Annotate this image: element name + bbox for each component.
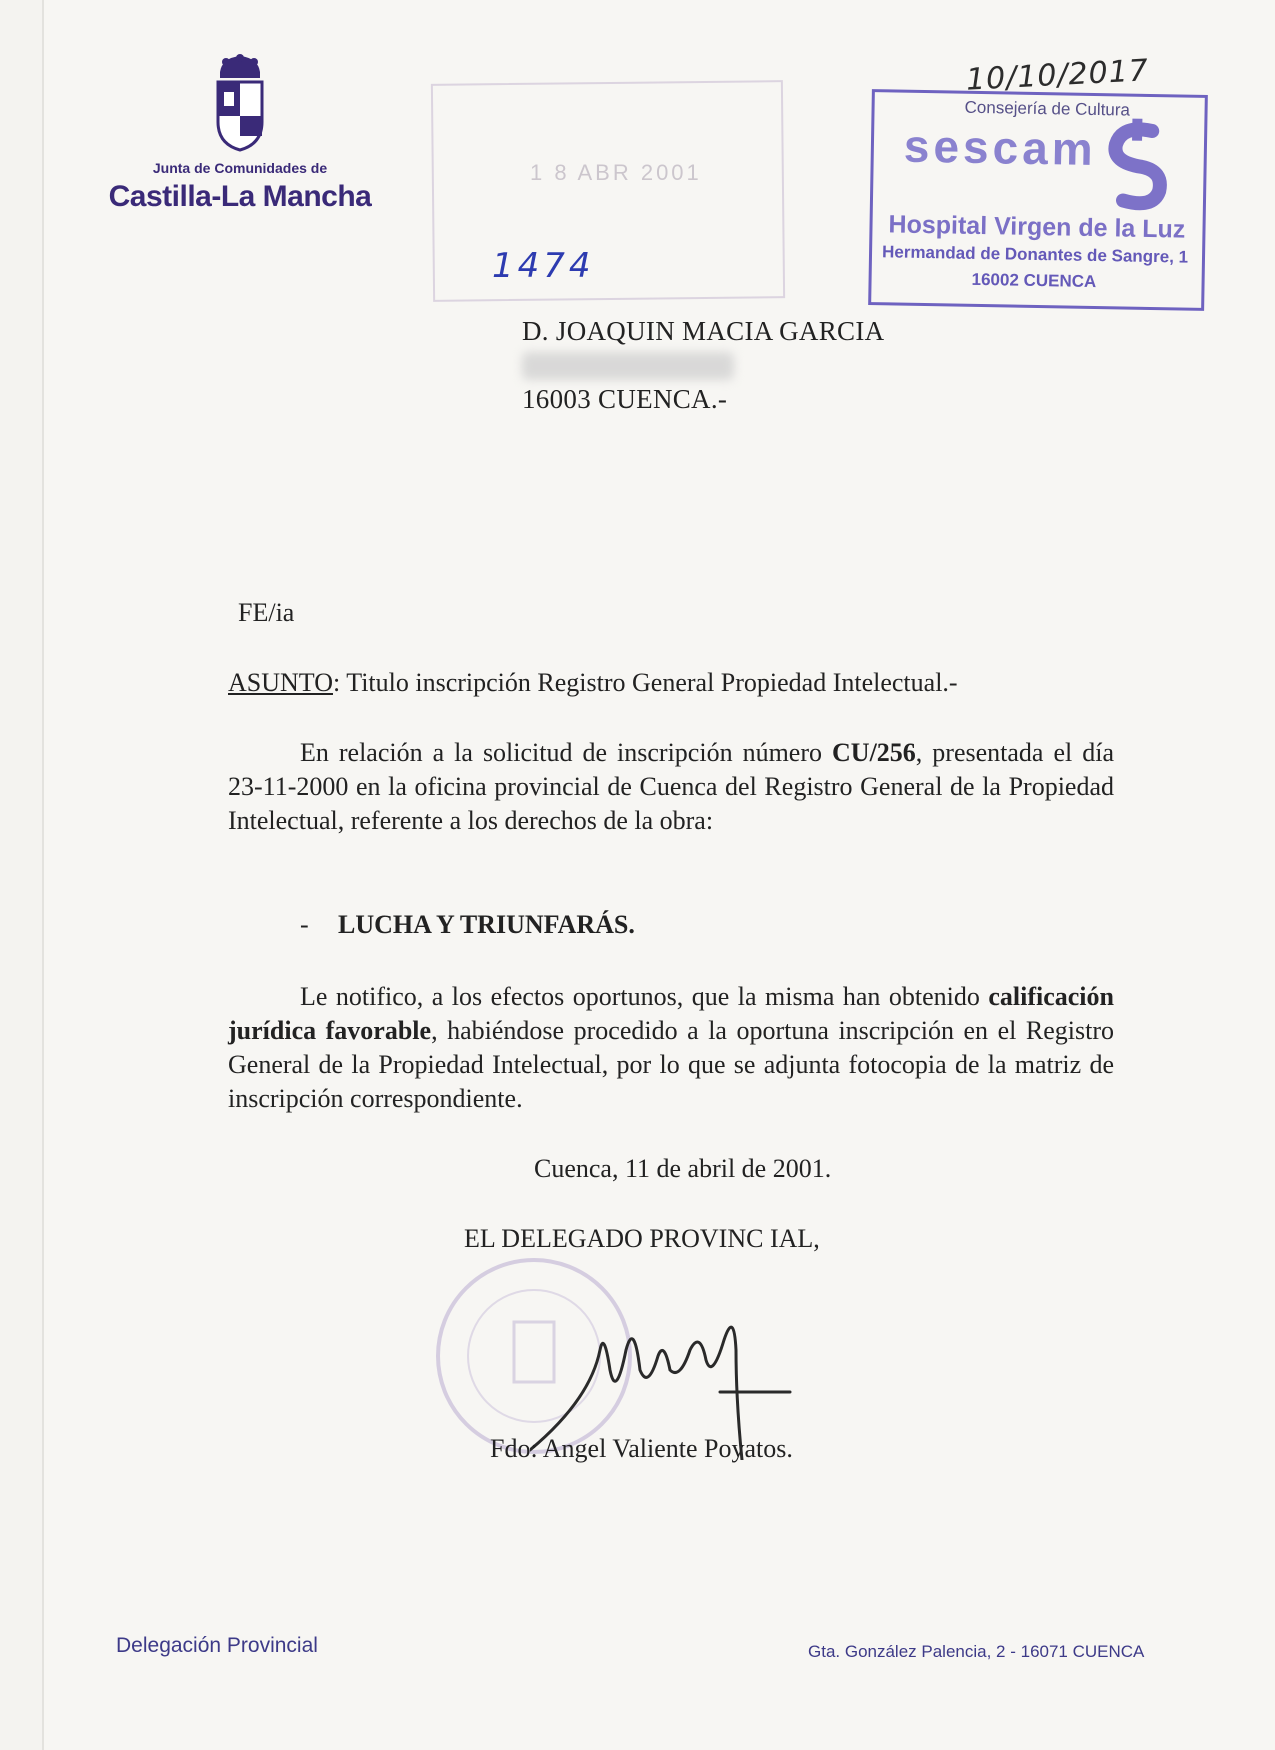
hospital-stamp-brand: sescam bbox=[903, 119, 1098, 176]
hospital-stamp bbox=[868, 89, 1208, 311]
footer-address: Gta. González Palencia, 2 - 16071 CUENCA bbox=[808, 1642, 1145, 1661]
reference-code: FE/ia bbox=[238, 598, 295, 627]
recipient-name: D. JOAQUIN MACIA GARCIA bbox=[522, 316, 885, 346]
registry-number: 1474 bbox=[492, 246, 595, 286]
paragraph-notification-start: Le notifico, a los efectos oportunos, que la misma han obtenido bbox=[300, 982, 989, 1011]
paragraph-request-end: , presentada el día 23-11-2000 en la oficina provincial de Cuenca del Registro General de la Propiedad Intelectual, referente a los derechos de la obra: bbox=[228, 738, 1115, 835]
recipient-city: 16003 CUENCA.- bbox=[522, 384, 728, 414]
place-date: Cuenca, 11 de abril de 2001. bbox=[534, 1154, 832, 1183]
registry-stamp-date: 1 8 ABR 2001 bbox=[530, 160, 702, 185]
paragraph-request-start: En relación a la solicitud de inscripción número bbox=[300, 738, 833, 767]
redacted-address bbox=[522, 352, 734, 380]
coat-of-arms-icon bbox=[214, 52, 266, 152]
handwritten-date: 10/10/2017 bbox=[965, 53, 1150, 98]
signer-title: EL DELEGADO PROVINC IAL, bbox=[464, 1224, 820, 1253]
work-title: LUCHA Y TRIUNFARÁS. bbox=[338, 910, 635, 939]
application-number: CU/256 bbox=[832, 738, 916, 767]
favorable-qualification: calificación jurídica favorable bbox=[228, 982, 1114, 1045]
subject-line bbox=[228, 666, 1128, 700]
org-subtitle: Junta de Comunidades de bbox=[152, 160, 328, 176]
hospital-stamp-name: Hospital Virgen de la Luz bbox=[888, 210, 1186, 244]
hospital-stamp-department: Consejería de Cultura bbox=[964, 97, 1131, 120]
hospital-stamp-city: 16002 CUENCA bbox=[971, 269, 1097, 292]
signed-by: Fdo: Angel Valiente Poyatos. bbox=[490, 1434, 793, 1463]
subject-label: ASUNTO bbox=[228, 668, 333, 697]
org-name: Castilla-La Mancha bbox=[108, 180, 372, 213]
sescam-logo-icon bbox=[1101, 116, 1173, 213]
registry-stamp bbox=[431, 80, 785, 302]
work-dash: - bbox=[300, 910, 309, 939]
paragraph-notification-end: , habiéndose procedido a la oportuna inscripción en el Registro General de la Propiedad Intelectual, por lo que se adjunta fotocopia de la matriz de inscripción correspondiente. bbox=[228, 1016, 1115, 1113]
paragraph-request bbox=[228, 736, 1114, 838]
subject-text: : Titulo inscripción Registro General Propiedad Intelectual.- bbox=[332, 668, 958, 697]
hospital-stamp-address: Hermandad de Donantes de Sangre, 1 bbox=[881, 242, 1189, 267]
footer-office: Delegación Provincial bbox=[116, 1634, 318, 1657]
paragraph-notification bbox=[228, 980, 1114, 1116]
